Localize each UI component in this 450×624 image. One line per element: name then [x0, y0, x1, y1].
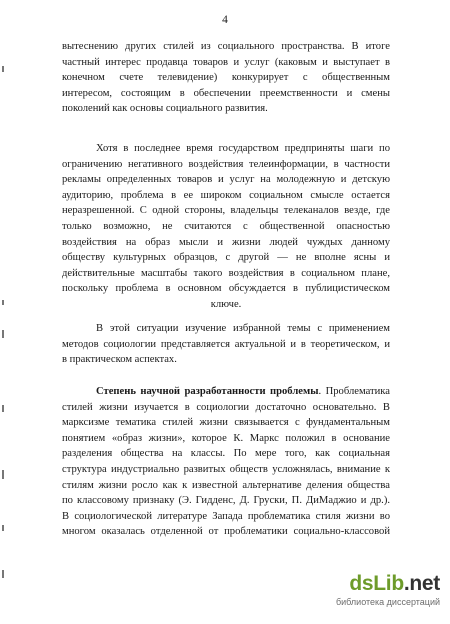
watermark-logo-suffix: .net: [403, 572, 440, 595]
page-number: 4: [222, 14, 228, 26]
text-line: действительные масштабы такого воздействия в социальном плане,: [62, 267, 390, 279]
text-line: аудиторию, проблема в ее широком социальном смысле остается: [62, 189, 390, 201]
text-line: разделения общества на классы. По мере того, как социальная: [62, 448, 390, 460]
paragraph-1: [62, 39, 390, 117]
text-line: только возможно, не считаются с общественной опасностью: [62, 220, 390, 232]
scan-margin-marks: [0, 0, 8, 624]
text-line: марксизме тематика стилей жизни связывается с фундаментальным: [62, 417, 390, 429]
text-line: стилям жизни росло как к известной альтернативе деления общества: [62, 479, 390, 491]
text-line: обществу культурных образцов, с другой — не вполне ясны и: [62, 252, 390, 264]
watermark-logo: [349, 572, 440, 596]
section-heading: Степень научной разработанности проблемы: [96, 386, 319, 397]
text-line: ключе.: [210, 298, 242, 310]
text-line: методов социологии представляется актуальной и в теоретическом, и: [62, 338, 390, 350]
text-line-with-heading: [62, 384, 390, 400]
text-line: структура индустриально развитых обществ усложнялась, внимание к: [62, 463, 390, 475]
text-line: в практическом аспектах.: [62, 354, 177, 366]
paragraph-4: [62, 384, 390, 540]
text-line: неразрешенной. С одной стороны, владельцы телеканалов везде, где: [62, 205, 390, 217]
text-line: В социологической литературе Запада проблематика стиля жизни во: [62, 510, 390, 522]
paragraph-2: [62, 141, 390, 313]
text-line: В этой ситуации изучение избранной темы с применением: [96, 323, 390, 334]
text-line: рекламы определенных товаров и услуг на молодежную и детскую: [62, 174, 390, 186]
text-line: поколений как основы социального развития.: [62, 103, 268, 115]
watermark-logo-main: dsLib: [349, 572, 404, 595]
text-line: поскольку проблема в основном обсуждается в публицистическом: [62, 283, 390, 295]
paragraph-3: [62, 321, 390, 368]
watermark-tagline: библиотека диссертаций: [335, 597, 440, 607]
text-line: Хотя в последнее время государством предприняты шаги по: [96, 143, 390, 154]
text-line: ограничению негативного воздействия телеинформации, в частности: [62, 158, 390, 170]
text-line: многом оказалась отделенной от проблематики социально-классовой: [62, 526, 390, 538]
text-line: интересом, состоящим в обеспечении преемственности и смены: [62, 87, 390, 99]
text-line: частный интерес продавца товаров и услуг (каковым и выступает в: [62, 56, 390, 68]
dslib-watermark: [294, 572, 444, 612]
text-line: вытеснению других стилей из социального пространства. В итоге: [62, 41, 390, 52]
heading-continuation: . Проблематика: [318, 386, 390, 397]
text-line: конечном счете телевидение) конкурирует с общественным: [62, 72, 390, 84]
text-line: понятием «образ жизни», которое К. Маркс положил в основание: [62, 432, 390, 444]
text-line: воздействия на образ мысли и жизни людей чуждых данному: [62, 236, 390, 248]
text-line: стилей жизни изучается в социологии достаточно основательно. В: [62, 401, 390, 413]
text-line: по классовому признаку (Э. Гидденс, Д. Груски, П. ДиМаджио и др.).: [62, 495, 390, 507]
